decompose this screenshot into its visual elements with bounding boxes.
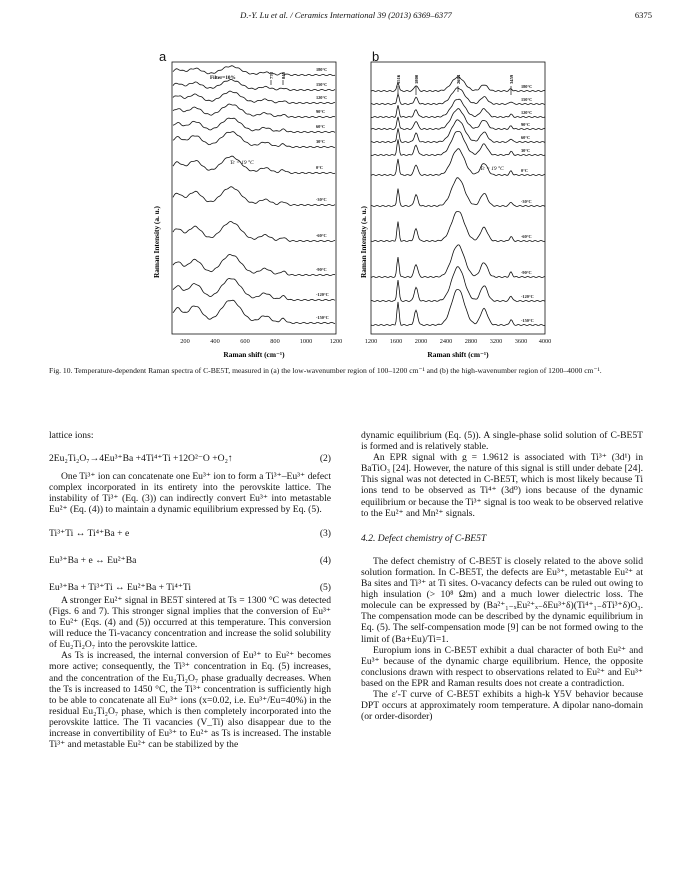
- tc-label-a: Tc = 19 °C: [230, 160, 254, 166]
- spectrum-trace: [173, 79, 335, 90]
- temperature-label: -30°C: [316, 197, 327, 202]
- spectrum-trace: [173, 221, 335, 241]
- paragraph: Europium ions in C-BE5T exhibit a dual character of both Eu²⁺ and Eu³⁺ because of the dynamic charge equilibrium. Hence, the opposite conclusions drawn with respect to observations related to Eu²⁺ and Eu³⁺ based on the EPR and Raman results does not create a contradiction.: [361, 644, 643, 689]
- left-column: [49, 430, 331, 750]
- panel-b-letter: b: [372, 49, 380, 64]
- temperature-label: -150°C: [316, 315, 329, 320]
- spectrum-trace: [173, 279, 335, 301]
- x-tick-label: 1000: [299, 338, 313, 345]
- raman-figure: [0, 0, 692, 366]
- x-tick-label: 800: [270, 338, 280, 345]
- peak-840-label: 840: [281, 72, 286, 79]
- spectrum-trace: [371, 178, 545, 207]
- temperature-label: 120°C: [316, 95, 328, 100]
- paragraph: An EPR signal with g = 1.9612 is associated with Ti³⁺ (3d¹) in BaTiO₃ [24]. However, the nature of this signal is still under debate [24]. This signal was not detected in C-BE5T, which is most likely because Ti ions tend to be observed as Ti⁴⁺ (3d⁰) ions because of the dynamic equilibrium or because the Ti³⁺ signal is too weak to be observed relative to the Eu²⁺ and Mn²⁺ signals.: [361, 452, 643, 519]
- panel-a-temperature-labels: [316, 67, 329, 320]
- temperature-label: -30°C: [521, 199, 532, 204]
- temperature-label: -60°C: [521, 234, 532, 239]
- panel-b-spectra: [371, 77, 545, 326]
- temperature-label: -60°C: [316, 233, 327, 238]
- temperature-label: 180°C: [316, 67, 328, 72]
- panel-b-xlabel: Raman shift (cm⁻¹): [427, 350, 489, 359]
- right-column: [361, 430, 643, 722]
- spectrum-trace: [371, 149, 545, 176]
- temperature-label: -90°C: [316, 267, 327, 272]
- temperature-label: 30°C: [521, 148, 531, 153]
- x-tick-label: 2800: [464, 338, 478, 345]
- journal-reference: D.-Y. Lu et al. / Ceramics International 39 (2013) 6369–6377: [240, 10, 452, 20]
- equation-2: [49, 453, 331, 464]
- temperature-label: 0°C: [316, 165, 323, 170]
- temperature-label: 90°C: [316, 109, 326, 114]
- spectrum-trace: [173, 104, 335, 118]
- equation-4-body: Eu³⁺Ba + e ↔ Eu²⁺Ba: [49, 554, 137, 566]
- x-tick-label: 4000: [538, 338, 552, 345]
- temperature-label: 90°C: [521, 122, 531, 127]
- spectrum-trace: [173, 187, 335, 206]
- page-number: 6375: [634, 10, 652, 20]
- temperature-label: -150°C: [521, 318, 534, 323]
- panel-b-xticks: [365, 338, 552, 345]
- section-heading: 4.2. Defect chemistry of C-BE5T: [361, 532, 487, 544]
- paragraph: The defect chemistry of C-BE5T is closely related to the above solid solution formation. In C-BE5T, the defects are Eu³⁺, metastable Eu²⁺ at Ba sites and Ti³⁺ at Ti sites. O-vacancy defects can be ruled out owing to high insulation (> 10⁸ Ωm) and a much lower dielectric loss. The molecule can be expressed by (Ba²⁺₁₋ₓEu²⁺ₓ₋δEu³⁺δ)(Ti⁴⁺₁₋δTi³⁺δ)O₃. The compensation mode can be described by the dynamic equilibrium in Eq. (5). The self-compensation mode [9] can be not formed owing to the limit of (Ba+Eu)/Ti=1.: [361, 555, 643, 645]
- x-tick-label: 3200: [489, 338, 503, 345]
- spectrum-trace: [371, 267, 545, 302]
- temperature-label: -90°C: [521, 270, 532, 275]
- temperature-label: -120°C: [316, 292, 329, 297]
- spectrum-trace: [173, 300, 335, 323]
- paragraph: As Ts is increased, the internal conversion of Eu³⁺ to Eu²⁺ becomes more active; consequently, the Ti³⁺ concentration in Eq. (5) increases, and the concentration of the Eu₂Ti₂O₇ phase gradually decreases. When the Ts is increased to 1450 °C, the Ti³⁺ concentration is sufficiently high to be able to concatenate all Eu³⁺ ions (x=0.02, i.e. Eu³⁺/Eu=40%) in the residual Eu₂Ti₂O₇ phase, which is then completely incorporated into the perovskite lattice. The Ti vacancies (V_Ti) also disappear due to the increase in convertibility of Eu³⁺ to Eu²⁺ as Ts is increased. The instable Ti³⁺ and metastable Eu²⁺ can be stabilized by the: [49, 650, 331, 751]
- peak-3459-label: 3459: [509, 74, 514, 84]
- paragraph: dynamic equilibrium (Eq. (5)). A single-phase solid solution of C-BE5T is formed and is relatively stable.: [361, 430, 643, 453]
- equation-5-body: Eu³⁺Ba + Ti³⁺Ti ↔ Eu²⁺Ba + Ti⁴⁺Ti: [49, 581, 192, 593]
- x-tick-label: 1200: [364, 338, 378, 345]
- temperature-label: -120°C: [521, 294, 534, 299]
- peak-778-label: 778: [269, 72, 274, 79]
- tc-label-b: Tc = 19 °C: [480, 166, 504, 172]
- x-tick-label: 600: [240, 338, 250, 345]
- temperature-label: 30°C: [316, 139, 326, 144]
- peak-2604-label: 2604: [456, 74, 461, 84]
- equation-3-body: Ti³⁺Ti ↔ Ti⁴⁺Ba + e: [49, 527, 130, 539]
- filter-note: Filter=10%: [210, 75, 236, 81]
- equation-4: [49, 555, 331, 566]
- panel-b-frame: [371, 62, 545, 334]
- spectrum-trace: [371, 290, 545, 326]
- x-tick-label: 1200: [329, 338, 343, 345]
- panel-a-spectra: [173, 66, 335, 324]
- x-tick-label: 200: [180, 338, 190, 345]
- equation-2-body: 2Eu₂Ti₂O₇→4Eu³⁺Ba +4Ti⁴⁺Ti +12O²⁻O +O₂↑: [49, 453, 233, 465]
- temperature-label: 60°C: [316, 124, 326, 129]
- paragraph: A stronger Eu²⁺ signal in BE5T sintered at Ts = 1300 °C was detected (Figs. 6 and 7). This stronger signal implies that the conversion of Eu³⁺ to Eu²⁺ (Eqs. (4) and (5)) occurred at this temperature. This conversion will reduce the Ti-vacancy concentration and increase the solid solubility of Eu₂Ti₂O₇ into the perovskite lattice.: [49, 594, 331, 651]
- equation-4-number: (4): [319, 554, 331, 566]
- spectrum-trace: [371, 109, 545, 130]
- panel-b-temperature-labels: [521, 84, 534, 323]
- temperature-label: 60°C: [521, 135, 531, 140]
- panel-a-letter: a: [159, 49, 167, 64]
- x-tick-label: 1600: [389, 338, 403, 345]
- temperature-label: 120°C: [521, 110, 533, 115]
- spectrum-trace: [173, 91, 335, 103]
- equation-5: [49, 582, 331, 593]
- spectrum-trace: [173, 156, 335, 174]
- panel-a-xlabel: Raman shift (cm⁻¹): [223, 350, 285, 359]
- equation-3: [49, 528, 331, 539]
- paragraph: One Ti³⁺ ion can concatenate one Eu³⁺ ion to form a Ti³⁺–Eu³⁺ defect complex incorporated in its entirety into the perovskite lattice. The instability of Ti³⁺ (Eq. (3)) can indirectly convert Eu³⁺ into metastable Eu²⁺ (Eq. (4)) to maintain a dynamic equilibrium expressed by Eq. (5).: [49, 471, 331, 516]
- temperature-label: 150°C: [316, 82, 328, 87]
- spectrum-trace: [173, 254, 335, 275]
- spectrum-trace: [371, 245, 545, 278]
- x-tick-label: 2000: [414, 338, 428, 345]
- x-tick-label: 400: [210, 338, 220, 345]
- panel-b-ylabel: Raman Intensity (a. u.): [359, 206, 368, 278]
- spectrum-trace: [173, 66, 335, 76]
- x-tick-label: 3600: [514, 338, 528, 345]
- spectrum-trace: [173, 118, 335, 133]
- peak-1800-label: 1800: [414, 74, 419, 84]
- spectrum-trace: [371, 212, 545, 242]
- peak-1516-label: 1516: [396, 74, 401, 84]
- equation-2-number: (2): [319, 453, 331, 465]
- panel-a-xticks: [180, 338, 342, 345]
- equation-5-number: (5): [319, 581, 331, 593]
- paragraph: The ε′-T curve of C-BE5T exhibits a high-k Y5V behavior because DPT occurs at approximately room temperature. A dipolar nano-domain (or order-disorder): [361, 688, 643, 723]
- temperature-label: 150°C: [521, 97, 533, 102]
- panel-a-frame: [172, 62, 336, 334]
- x-tick-label: 2400: [439, 338, 453, 345]
- lead-text: lattice ions:: [49, 430, 94, 441]
- temperature-label: 180°C: [521, 84, 533, 89]
- spectrum-trace: [173, 132, 335, 148]
- temperature-label: 0°C: [521, 168, 528, 173]
- figure-caption: Fig. 10. Temperature-dependent Raman spectra of C-BE5T, measured in (a) the low-wavenumber region of 100–1200 cm⁻¹ and (b) the high-wavenumber region of 1200–4000 cm⁻¹.: [49, 366, 602, 375]
- panel-a-ylabel: Raman Intensity (a. u.): [152, 206, 161, 278]
- equation-3-number: (3): [319, 527, 331, 539]
